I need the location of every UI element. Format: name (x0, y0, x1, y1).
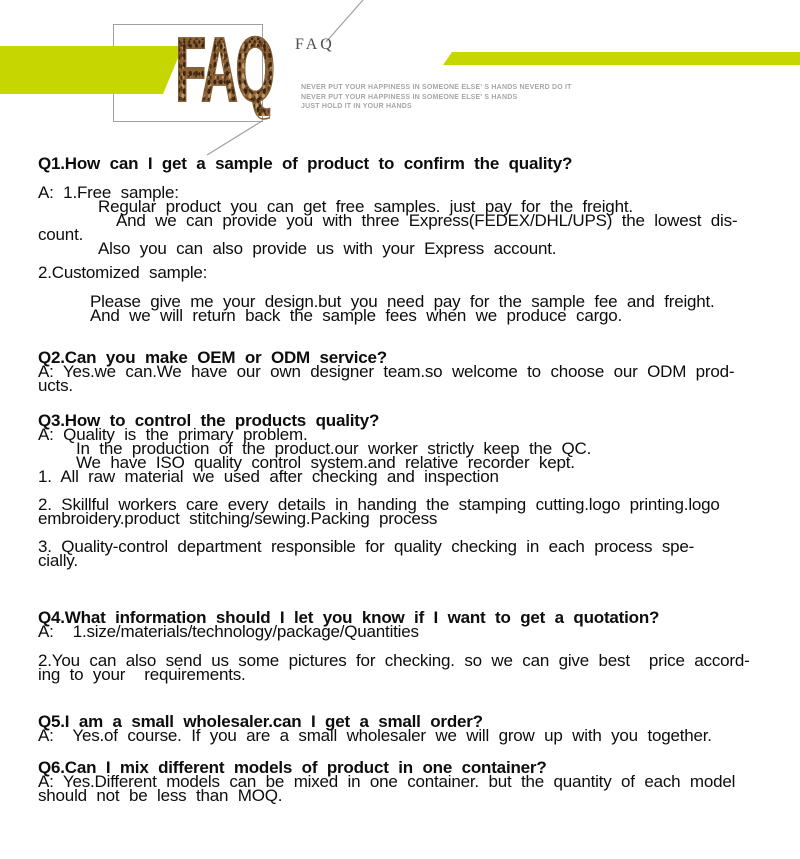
faq-question-line: Q4.What information should I let you know if I want to get a quotation? (38, 608, 660, 627)
answer-q1-free-sample (38, 183, 800, 258)
faq-answer-line: A: Yes.we can.We have our own designer team.so welcome to choose our ODM prod- (38, 362, 735, 381)
faq-answer-line: A: Quality is the primary problem. (38, 425, 308, 444)
answer-q3-part1 (38, 425, 800, 486)
answer-q3-part3 (38, 537, 800, 570)
lime-band-left (0, 46, 183, 94)
tagline-line: NEVER PUT YOUR HAPPINESS IN SOMEONE ELSE' S HANDS NEVERD DO IT (301, 84, 572, 91)
faq-answer-line: 2. Skillful workers care every details in handing the stamping cutting.logo printing.logo (38, 495, 720, 514)
faq-answer-line: ucts. (38, 376, 73, 395)
faq-answer-line: A: Yes.Different models can be mixed in one container. but the quantity of each model (38, 772, 736, 791)
faq-answer-line: Please give me your design.but you need pay for the sample fee and freight. (90, 292, 715, 311)
faq-question-line: Q5.I am a small wholesaler.can I get a small order? (38, 712, 483, 731)
faq-question-line: Q1.How can I get a sample of product to confirm the quality? (38, 154, 573, 173)
faq-question-line: Q3.How to control the products quality? (38, 411, 380, 430)
tagline-line: JUST HOLD IT IN YOUR HANDS (301, 103, 412, 110)
faq-content (38, 154, 800, 805)
faq-answer-line: In the production of the product.our worker strictly keep the QC. (76, 439, 592, 458)
faq-answer-line: ing to your requirements. (38, 665, 246, 684)
answer-q2 (38, 362, 800, 395)
tagline-line: NEVER PUT YOUR HAPPINESS IN SOMEONE ELSE' S HANDS (301, 93, 518, 101)
faq-answer-line: And we will return back the sample fees when we produce cargo. (90, 306, 623, 325)
faq-answer-line: A: 1.Free sample: (38, 183, 179, 202)
faq-answer-line: 1. All raw material we used after checking and inspection (38, 467, 499, 486)
faq-answer-line: Regular product you can get free samples. just pay for the freight. (98, 197, 633, 216)
answer-q4-part2 (38, 651, 800, 684)
faq-question-line: Q6.Can I mix different models of product in one container? (38, 758, 547, 777)
faq-question-line: Q2.Can you make OEM or ODM service? (38, 348, 387, 367)
faq-answer-line: should not be less than MOQ. (38, 786, 283, 805)
answer-q3-part2 (38, 495, 800, 528)
faq-answer-line: A: Yes.of course. If you are a small wholesaler we will grow up with you together. (38, 726, 712, 745)
faq-answer-line: embroidery.product stitching/sewing.Packing process (38, 509, 438, 528)
diagonal-line-bottom (207, 121, 262, 155)
answer-q4-part1 (38, 622, 800, 641)
answer-q1-customized-sample-title (38, 263, 800, 282)
question-q1 (38, 154, 800, 173)
answer-q5 (38, 726, 800, 745)
faq-answer-line: 2.Customized sample: (38, 263, 208, 282)
answer-q1-customized-sample (38, 292, 800, 325)
faq-answer-line: We have ISO quality control system.and relative recorder kept. (76, 453, 575, 472)
answer-q6 (38, 772, 800, 805)
faq-answer-line: 2.You can also send us some pictures for checking. so we can give best price accord- (38, 651, 750, 670)
lime-band-right (443, 52, 800, 65)
faq-answer-line: 3. Quality-control department responsible for quality checking in each process spe- (38, 537, 695, 556)
tagline-block (301, 83, 572, 112)
faq-answer-line: Also you can also provide us with your Express account. (98, 239, 557, 258)
faq-answer-line: And we can provide you with three Express(FEDEX/DHL/UPS) the lowest dis- (116, 211, 738, 230)
faq-answer-line: cially. (38, 551, 78, 570)
faq-small-label: FAQ (295, 36, 335, 53)
faq-answer-line: A: 1.size/materials/technology/package/Quantities (38, 622, 419, 641)
faq-logo: FAQ (175, 19, 273, 121)
faq-answer-line: count. (38, 225, 84, 244)
